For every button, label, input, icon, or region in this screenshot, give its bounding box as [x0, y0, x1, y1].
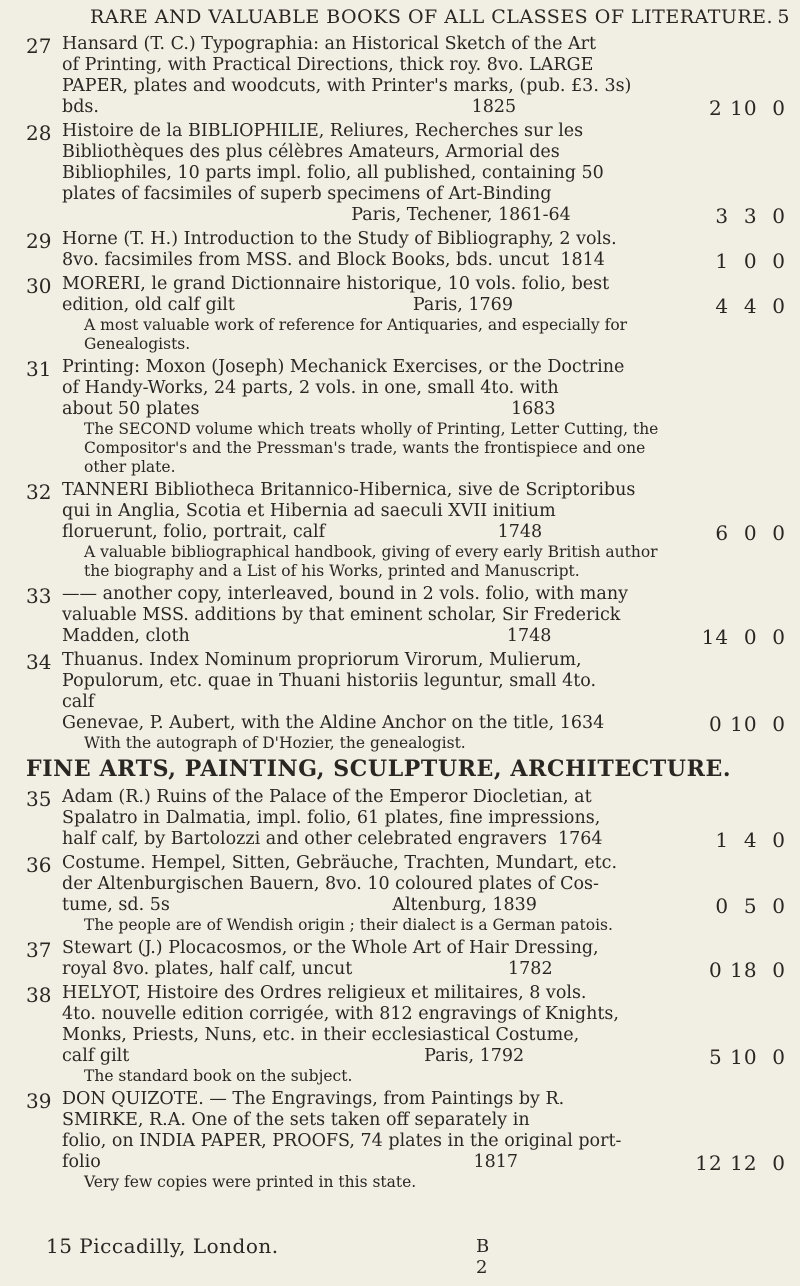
entry-price: 1 0 0 — [715, 249, 786, 273]
entry-text-line: qui in Anglia, Scotia et Hibernia ad saeculi XVII initium — [62, 501, 556, 521]
page-footer — [46, 1234, 490, 1278]
entry-price: 2 10 0 — [709, 96, 786, 120]
entry-text-line: HELYOT, Histoire des Ordres religieux et militaires, 8 vols. — [62, 983, 587, 1003]
entry-note: A valuable bibliographical handbook, giving of every early British author the biography and a List of his Works, printed and Manuscript. — [84, 543, 658, 580]
entry-text-line: edition, old calf gilt Paris, 1769 — [62, 295, 513, 315]
books-section — [0, 34, 800, 753]
entry-note: The people are of Wendish origin ; their dialect is a German patois. — [84, 916, 613, 934]
catalogue-entry — [0, 938, 800, 980]
entry-number: 29 — [26, 229, 52, 253]
entry-number: 30 — [26, 274, 52, 298]
entry-text-line: Printing: Moxon (Joseph) Mechanick Exercises, or the Doctrine — [62, 357, 625, 377]
entry-note: With the autograph of D'Hozier, the genealogist. — [84, 734, 466, 752]
entry-price: 12 12 0 — [695, 1151, 786, 1175]
entry-number: 37 — [26, 938, 52, 962]
entry-text-line: of Printing, with Practical Directions, thick roy. 8vo. LARGE — [62, 55, 594, 75]
entry-text-line: folio 1817 — [62, 1152, 518, 1172]
entry-price: 0 5 0 — [715, 894, 786, 918]
entry-number: 39 — [26, 1089, 52, 1113]
catalogue-entry — [0, 229, 800, 271]
entry-number: 28 — [26, 121, 52, 145]
entry-number: 33 — [26, 584, 52, 608]
entry-number: 35 — [26, 787, 52, 811]
footer-address: 15 Piccadilly, London. — [46, 1234, 279, 1258]
catalogue-entry — [0, 1089, 800, 1192]
entry-text-line: tume, sd. 5s Altenburg, 1839 — [62, 895, 537, 915]
entry-note: The standard book on the subject. — [84, 1067, 353, 1085]
entry-text-line: Thuanus. Index Nominum propriorum Virorum, Mulierum, — [62, 650, 582, 670]
entry-price: 0 18 0 — [709, 958, 786, 982]
catalogue-entry — [0, 650, 800, 753]
entry-text-line: Bibliophiles, 10 parts impl. folio, all published, containing 50 — [62, 163, 604, 183]
entry-text-line: Madden, cloth 1748 — [62, 626, 552, 646]
entry-text-line: Hansard (T. C.) Typographia: an Historical Sketch of the Art — [62, 34, 597, 54]
running-header — [0, 6, 800, 30]
entry-number: 32 — [26, 480, 52, 504]
entry-text-line: Histoire de la BIBLIOPHILIE, Reliures, Recherches sur les — [62, 121, 584, 141]
entry-price: 3 3 0 — [715, 204, 786, 228]
entry-text-line: folio, on INDIA PAPER, PROOFS, 74 plates in the original port- — [62, 1131, 622, 1151]
entry-price: 5 10 0 — [709, 1045, 786, 1069]
page-number: 5 — [777, 6, 790, 28]
entry-text-line: Costume. Hempel, Sitten, Gebräuche, Trachten, Mundart, etc. — [62, 853, 618, 873]
entry-text-line: SMIRKE, R.A. One of the sets taken off separately in — [62, 1110, 530, 1130]
entry-text-line: MORERI, le grand Dictionnaire historique, 10 vols. folio, best — [62, 274, 610, 294]
entry-text-line: about 50 plates 1683 — [62, 399, 556, 419]
catalogue-entry — [0, 34, 800, 118]
entry-text-line: half calf, by Bartolozzi and other celebrated engravers 1764 — [62, 829, 603, 849]
section-heading: FINE ARTS, PAINTING, SCULPTURE, ARCHITECTURE. — [26, 756, 732, 782]
entry-text-line: PAPER, plates and woodcuts, with Printer's marks, (pub. £3. 3s) — [62, 76, 632, 96]
entry-text-line: 4to. nouvelle edition corrigée, with 812 engravings of Knights, — [62, 1004, 619, 1024]
entry-text-line: Populorum, etc. quae in Thuani historiis leguntur, small 4to. — [62, 671, 597, 691]
entry-text-line: —— another copy, interleaved, bound in 2 vols. folio, with many — [62, 584, 628, 604]
entry-list — [0, 34, 800, 1195]
entry-number: 31 — [26, 357, 52, 381]
entry-text-line: Genevae, P. Aubert, with the Aldine Anchor on the title, 1634 — [62, 713, 605, 733]
entry-price: 0 10 0 — [709, 712, 786, 736]
entry-number: 34 — [26, 650, 52, 674]
entry-text-line: Spalatro in Dalmatia, impl. folio, 61 plates, fine impressions, — [62, 808, 601, 828]
entry-text-line: Paris, Techener, 1861-64 — [62, 205, 571, 225]
entry-text-line: 8vo. facsimiles from MSS. and Block Books, bds. uncut 1814 — [62, 250, 605, 270]
catalogue-entry — [0, 274, 800, 354]
entry-note: Very few copies were printed in this state. — [84, 1173, 417, 1191]
catalogue-entry — [0, 983, 800, 1086]
catalogue-entry — [0, 584, 800, 647]
entry-text-line: plates of facsimiles of superb specimens of Art-Binding — [62, 184, 552, 204]
entry-text-line: DON QUIZOTE. — The Engravings, from Paintings by R. — [62, 1089, 565, 1109]
running-title: RARE AND VALUABLE BOOKS OF ALL CLASSES OF LITERATURE. — [90, 6, 774, 28]
entry-note: A most valuable work of reference for Antiquaries, and especially for Genealogists. — [84, 316, 628, 353]
entry-text-line: TANNERI Bibliotheca Britannico-Hibernica, sive de Scriptoribus — [62, 480, 636, 500]
catalogue-entry — [0, 787, 800, 850]
entry-text-line: calf gilt Paris, 1792 — [62, 1046, 525, 1066]
entry-note: The SECOND volume which treats wholly of Printing, Letter Cutting, the Compositor's and the Pressman's trade, wants the frontispiece and one other plate. — [84, 420, 659, 476]
catalogue-entry — [0, 480, 800, 581]
entry-number: 27 — [26, 34, 52, 58]
entry-number: 38 — [26, 983, 52, 1007]
entry-price: 4 4 0 — [715, 294, 786, 318]
entry-text-line: Monks, Priests, Nuns, etc. in their ecclesiastical Costume, — [62, 1025, 580, 1045]
signature-mark: B 2 — [476, 1236, 490, 1278]
catalogue-entry — [0, 357, 800, 477]
entry-text-line: of Handy-Works, 24 parts, 2 vols. in one, small 4to. with — [62, 378, 559, 398]
entry-text-line: der Altenburgischen Bauern, 8vo. 10 coloured plates of Cos- — [62, 874, 599, 894]
entry-text-line: bds. 1825 — [62, 97, 517, 117]
entry-price: 6 0 0 — [715, 521, 786, 545]
entry-text-line: Bibliothèques des plus célèbres Amateurs, Armorial des — [62, 142, 560, 162]
fine-arts-section — [0, 787, 800, 1192]
entry-text-line: valuable MSS. additions by that eminent scholar, Sir Frederick — [62, 605, 621, 625]
entry-text-line: royal 8vo. plates, half calf, uncut 1782 — [62, 959, 553, 979]
entry-text-line: Stewart (J.) Plocacosmos, or the Whole Art of Hair Dressing, — [62, 938, 599, 958]
entry-price: 1 4 0 — [715, 828, 786, 852]
entry-text-line: Horne (T. H.) Introduction to the Study of Bibliography, 2 vols. — [62, 229, 617, 249]
entry-text-line: calf — [62, 692, 95, 712]
entry-text-line: floruerunt, folio, portrait, calf 1748 — [62, 522, 543, 542]
entry-text-line: Adam (R.) Ruins of the Palace of the Emperor Diocletian, at — [62, 787, 592, 807]
entry-number: 36 — [26, 853, 52, 877]
catalogue-entry — [0, 121, 800, 226]
entry-price: 14 0 0 — [701, 625, 786, 649]
catalogue-entry — [0, 853, 800, 935]
